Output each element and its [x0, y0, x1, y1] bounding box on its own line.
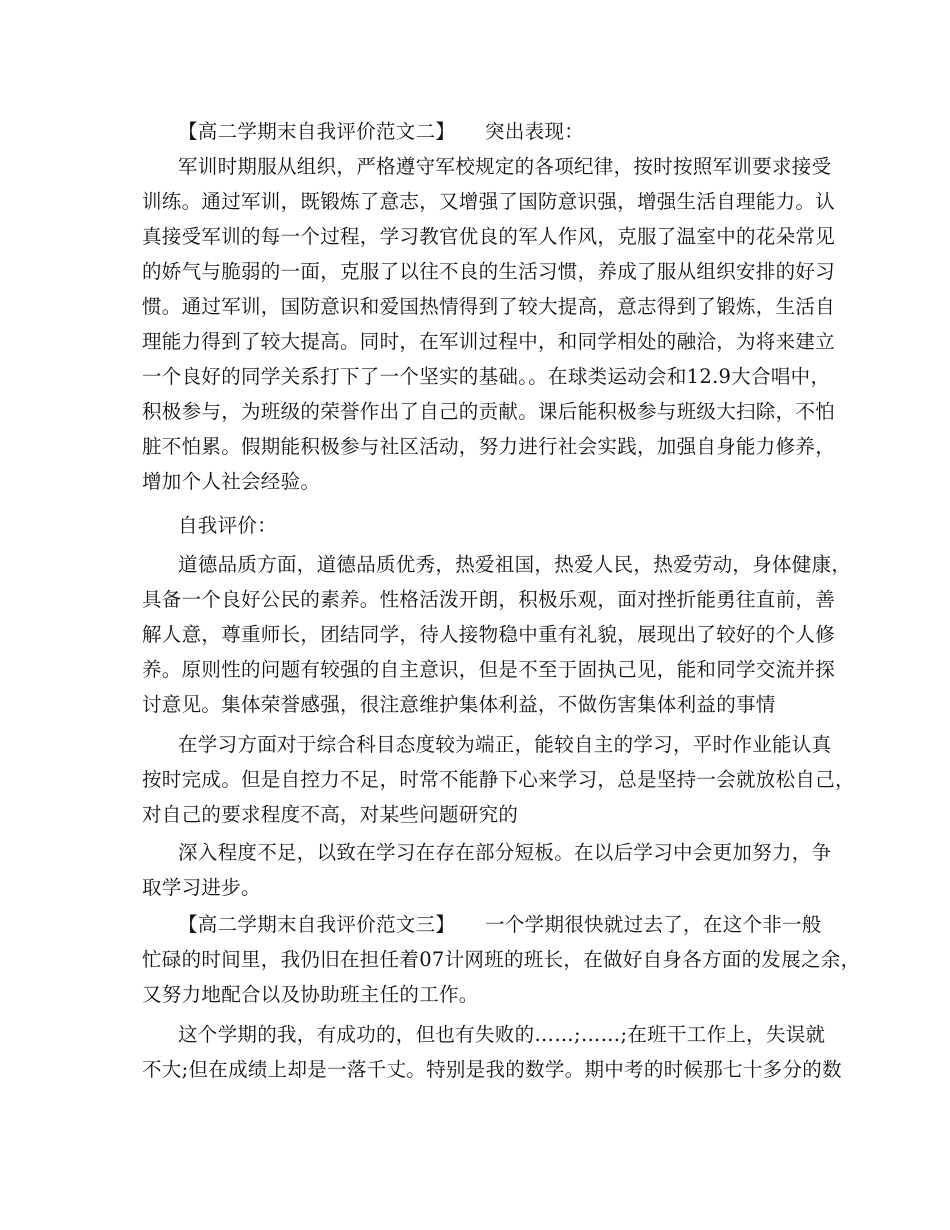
paragraph-line: 讨意见。集体荣誉感强，很注意维护集体利益，不做伤害集体利益的事情 [142, 693, 776, 716]
paragraph-line: 按时完成。但是自控力不足，时常不能静下心来学习，总是坚持一会就放松自己， [142, 768, 855, 791]
paragraph-line: 取学习进步。 [142, 876, 261, 899]
paragraph-line: 又努力地配合以及协助班主任的工作。 [142, 983, 479, 1006]
paragraph-line: 具备一个良好公民的素养。性格活泼开朗，积极乐观，面对挫折能勇往直前，善 [142, 588, 836, 611]
paragraph-line: 解人意，尊重师长，团结同学，待人接物稳中重有礼貌，展现出了较好的个人修 [142, 623, 836, 646]
paragraph-line: 的娇气与脆弱的一面，克服了以往不良的生活习惯，养成了服从组织安排的好习 [142, 260, 836, 283]
paragraph-line: 养。原则性的问题有较强的自主意识，但是不至于固执己见，能和同学交流并探 [142, 658, 836, 681]
paragraph-line: 在学习方面对于综合科目态度较为端正，能较自主的学习，平时作业能认真 [178, 733, 832, 756]
section-heading-2: 【高二学期末自我评价范文二】 突出表现： [178, 120, 585, 143]
paragraph-line: 惯。通过军训，国防意识和爱国热情得到了较大提高，意志得到了锻炼，生活自 [142, 295, 836, 318]
paragraph-line: 理能力得到了较大提高。同时，在军训过程中，和同学相处的融洽，为将来建立 [142, 330, 836, 353]
paragraph-line: 深入程度不足，以致在学习在存在部分短板。在以后学习中会更加努力，争 [178, 841, 832, 864]
paragraph-line: 这个学期的我，有成功的，但也有失败的……;……;在班干工作上，失误就 [178, 1023, 826, 1046]
paragraph-line: 忙碌的时间里，我仍旧在担任着07计网班的班长，在做好自身各方面的发展之余， [142, 948, 861, 971]
paragraph-line: 道德品质方面，道德品质优秀，热爱祖国，热爱人民，热爱劳动，身体健康， [178, 553, 852, 576]
paragraph-line: 积极参与，为班级的荣誉作出了自己的贡献。课后能积极参与班级大扫除，不怕 [142, 400, 836, 423]
subheading-self-evaluation: 自我评价： [178, 514, 278, 537]
paragraph-line: 不大;但在成绩上却是一落千丈。特别是我的数学。期中考的时候那七十多分的数 [142, 1058, 842, 1081]
paragraph-line: 一个良好的同学关系打下了一个坚实的基础。。在球类运动会和12.9大合唱中， [142, 365, 831, 388]
paragraph-line: 军训时期服从组织，严格遵守军校规定的各项纪律，按时按照军训要求接受 [178, 155, 832, 178]
paragraph-line: 增加个人社会经验。 [142, 470, 321, 493]
paragraph-line: 训练。通过军训，既锻炼了意志，又增强了国防意识强，增强生活自理能力。认 [142, 190, 836, 213]
section-heading-3: 【高二学期末自我评价范文三】 一个学期很快就过去了，在这个非一般 [178, 913, 822, 936]
paragraph-line: 脏不怕累。假期能积极参与社区活动，努力进行社会实践，加强自身能力修养， [142, 435, 836, 458]
paragraph-line: 对自己的要求程度不高，对某些问题研究的 [142, 803, 519, 826]
paragraph-line: 真接受军训的每一个过程，学习教官优良的军人作风，克服了温室中的花朵常见 [142, 225, 836, 248]
